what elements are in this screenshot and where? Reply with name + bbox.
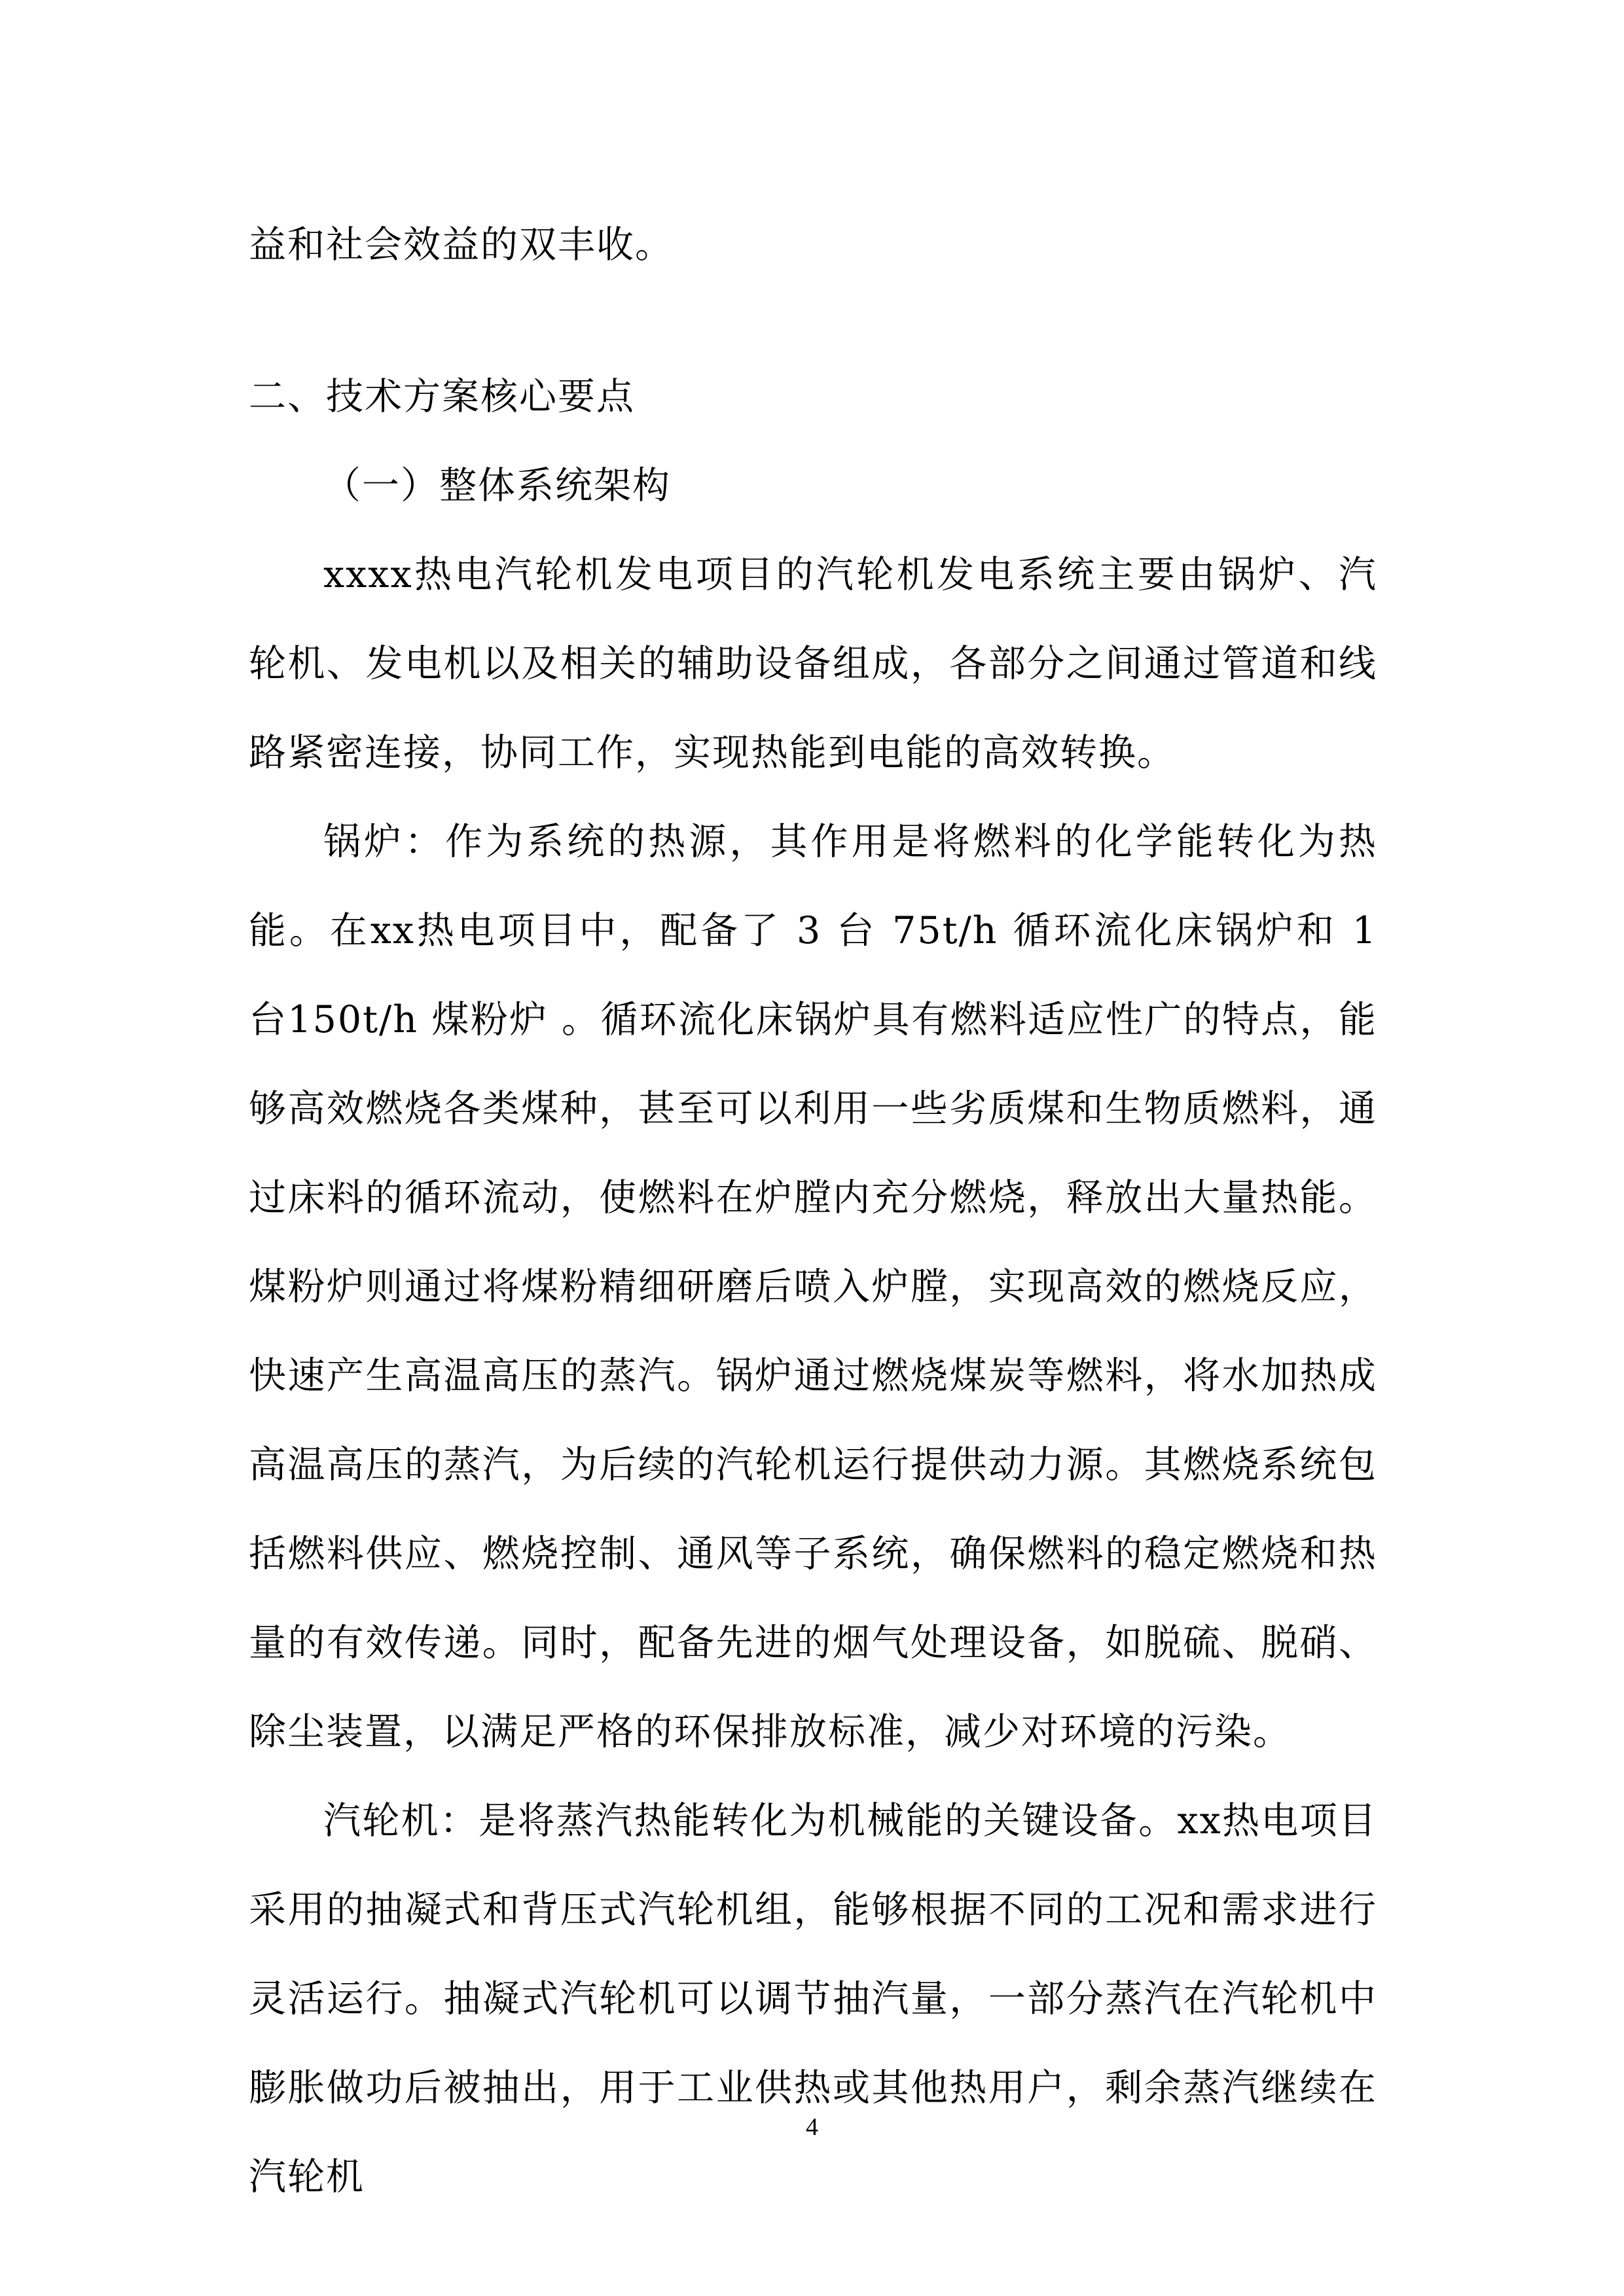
paragraph-turbine: 汽轮机：是将蒸汽热能转化为机械能的关键设备。xx热电项目采用的抽凝式和背压式汽轮机组，能够根据不同的工况和需求进行灵活运行。抽凝式汽轮机可以调节抽汽量，一部分蒸汽在汽轮机中膨胀做功后被抽出，用于工业供热或其他热用户，剩余蒸汽继续在汽轮机	[249, 1799, 1377, 2198]
paragraph-boiler: 锅炉：作为系统的热源，其作用是将燃料的化学能转化为热能。在xx热电项目中，配备了 3 台 75t/h 循环流化床锅炉和 1 台150t/h 煤粉炉 。循环流化床锅炉具有燃料适应性广的特点，能够高效燃烧各类煤种，甚至可以利用一些劣质煤和生物质燃料，通过床料的循环流动，使燃料在炉膛内充分燃烧，释放出大量热能。煤粉炉则通过将煤粉精细研磨后喷入炉膛，实现高效的燃烧反应，快速产生高温高压的蒸汽。锅炉通过燃烧煤炭等燃料，将水加热成高温高压的蒸汽，为后续的汽轮机运行提供动力源。其燃烧系统包括燃料供应、燃烧控制、通风等子系统，确保燃料的稳定燃烧和热量的有效传递。同时，配备先进的烟气处理设备，如脱硫、脱硝、除尘装置，以满足严格的环保排放标准，减少对环境的污染。	[249, 820, 1377, 1753]
paragraph-system-overview: xxxx热电汽轮机发电项目的汽轮机发电系统主要由锅炉、汽轮机、发电机以及相关的辅助设备组成，各部分之间通过管道和线路紧密连接，协同工作，实现热能到电能的高效转换。	[249, 553, 1377, 774]
page-number: 4	[806, 2113, 818, 2141]
opening-line: 益和社会效益的双丰收。	[249, 223, 674, 266]
document-body	[249, 200, 1377, 2221]
section-heading: 二、技术方案核心要点	[249, 375, 635, 418]
subsection-heading: （一）整体系统架构	[323, 464, 671, 507]
